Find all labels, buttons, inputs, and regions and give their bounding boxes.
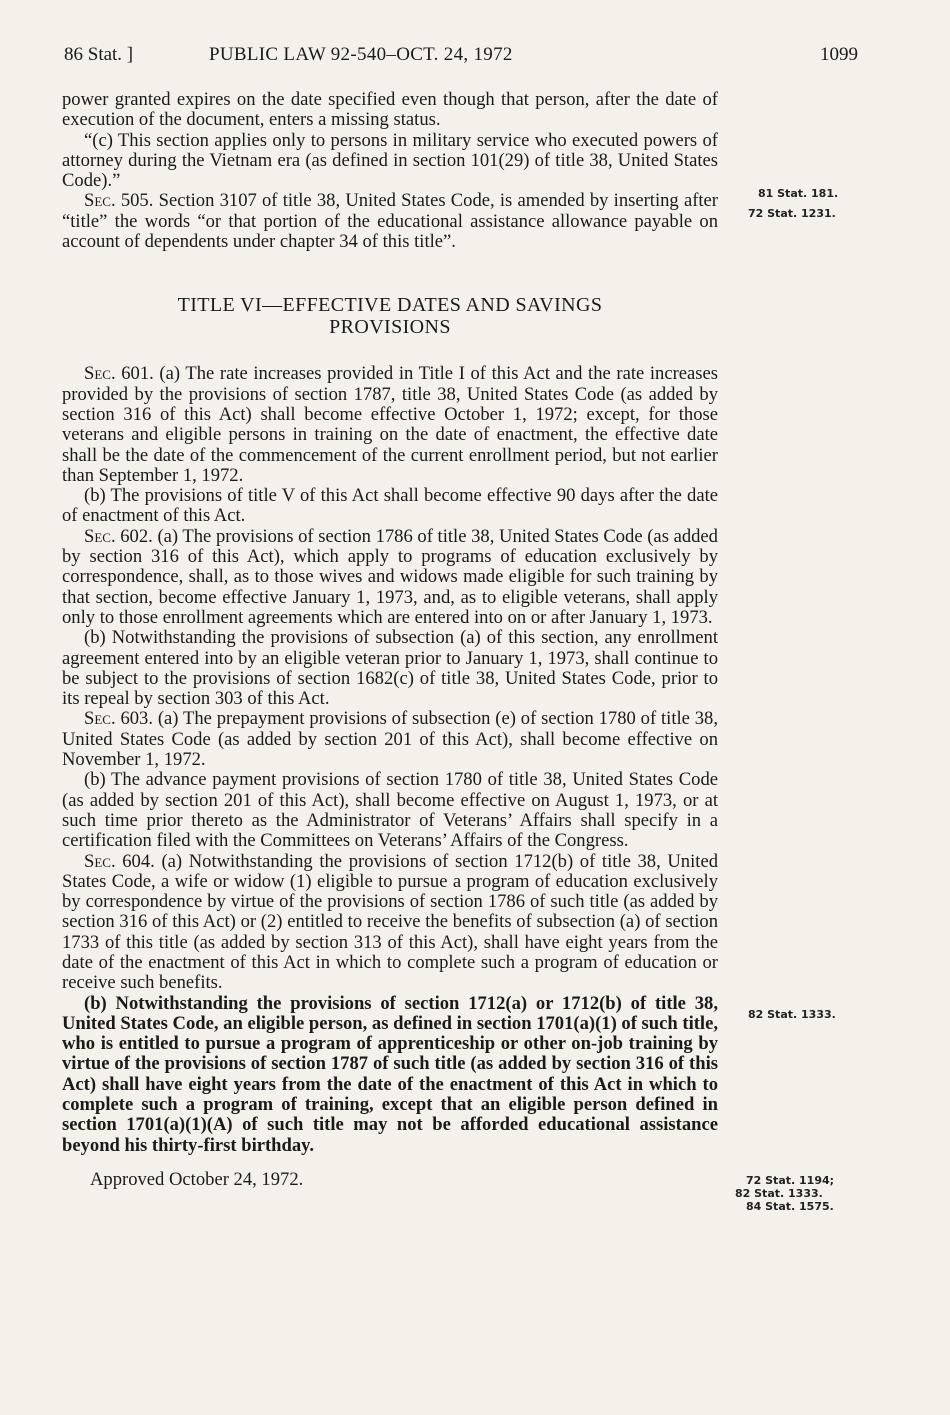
section-number: Sec. 601.	[84, 363, 154, 385]
approval-date: Approved October 24, 1972.	[90, 1168, 304, 1190]
section-number: Sec. 603.	[84, 708, 153, 730]
section-505	[62, 191, 718, 252]
margin-note: 84 Stat. 1575.	[746, 1200, 834, 1213]
margin-note: 82 Stat. 1333.	[735, 1187, 823, 1200]
section-text: (a) The provisions of section 1786 of title 38, United States Code (as added by section 316 of this Act), which apply to programs of education exclusively by correspondence, shall, as to those wives and widows made eligible for such training by that section, become effective January 1, 1973, and, as to eligible veterans, shall apply only to those enrollment agreements which are entered into on or after January 1, 1973.	[62, 525, 718, 628]
section-text: Section 3107 of title 38, United States Code, is amended by inserting after “title” the words “or that portion of the educational assistance allowance payable on account of dependents under chapter 34 of this title”.	[62, 190, 719, 253]
margin-note: 72 Stat. 1231.	[748, 207, 836, 220]
section-602	[62, 527, 718, 628]
title-line-1: TITLE VI—EFFECTIVE DATES AND SAVINGS	[177, 294, 603, 317]
paragraph: (b) The provisions of title V of this Act shall become effective 90 days after the date of enactment of this Act.	[62, 485, 718, 527]
header-statute-volume: 86 Stat. ]	[64, 44, 134, 65]
title-heading	[62, 294, 718, 338]
margin-note: 82 Stat. 1333.	[748, 1008, 836, 1021]
header-law-title: PUBLIC LAW 92-540–OCT. 24, 1972	[209, 44, 513, 65]
title-line-2: PROVISIONS	[329, 316, 451, 339]
paragraph: (b) The advance payment provisions of section 1780 of title 38, United States Code (as added by section 201 of this Act), shall become effective on August 1, 1973, or at such time prior thereto as the Administrator of Veterans’ Affairs shall specify in a certification filed with the Committees on Veterans’ Affairs of the Congress.	[62, 769, 718, 852]
paragraph: “(c) This section applies only to persons in military service who executed powers of attorney during the Vietnam era (as defined in section 101(29) of title 38, United States Code).”	[62, 129, 718, 192]
section-text: (a) Notwithstanding the provisions of section 1712(b) of title 38, United States Code, a wife or widow (1) eligible to pursue a program of education exclusively by correspondence by virtue of the provisions of section 1786 of such title (as added by section 316 of this Act) or (2) entitled to receive the benefits of subsection (a) of section 1733 of this title (as added by section 313 of this Act), shall have eight years from the date of the enactment of this Act in which to complete such a program of education or receive such benefits.	[62, 850, 718, 994]
paragraph: power granted expires on the date specified even though that person, after the date of execution of the document, enters a missing status.	[62, 89, 718, 131]
margin-note: 72 Stat. 1194;	[746, 1174, 835, 1187]
section-text: (a) The prepayment provisions of subsection (e) of section 1780 of title 38, United States Code (as added by section 201 of this Act), shall become effective on November 1, 1972.	[62, 708, 718, 771]
body-text	[62, 90, 718, 1190]
page-number: 1099	[820, 44, 858, 65]
section-text: (a) The rate increases provided in Title I of this Act and the rate increases provided by the provisions of section 1787, title 38, United States Code (as added by section 316 of this Act) shall become effective October 1, 1972; except, for those veterans and eligible persons in training on the date of enactment, the effective date shall be the date of the commencement of the current enrollment period, but not earlier than September 1, 1972.	[62, 363, 718, 486]
section-number: Sec. 505.	[84, 190, 154, 212]
paragraph: (b) Notwithstanding the provisions of subsection (a) of this section, any enrollment agreement entered into by an eligible veteran prior to January 1, 1973, shall continue to be subject to the provisions of section 1682(c) of title 38, United States Code, prior to its repeal by section 303 of this Act.	[62, 627, 718, 710]
section-601	[62, 364, 718, 486]
section-number: Sec. 604.	[84, 850, 155, 872]
section-604	[62, 852, 718, 994]
section-number: Sec. 602.	[84, 525, 153, 547]
paragraph: (b) Notwithstanding the provisions of section 1712(a) or 1712(b) of title 38, United States Code, an eligible person, as defined in section 1701(a)(1) of such title, who is entitled to pursue a program of apprenticeship or other on-job training by virtue of the provisions of section 1787 of such title (as added by section 316 of this Act) shall have eight years from the date of the enactment of this Act in which to complete such a program of training, except that an eligible person defined in section 1701(a)(1)(A) of such title may not be afforded educational assistance beyond his thirty-first birthday.	[62, 992, 718, 1156]
section-603	[62, 709, 718, 770]
margin-note: 81 Stat. 181.	[758, 187, 839, 200]
running-header	[64, 44, 864, 70]
